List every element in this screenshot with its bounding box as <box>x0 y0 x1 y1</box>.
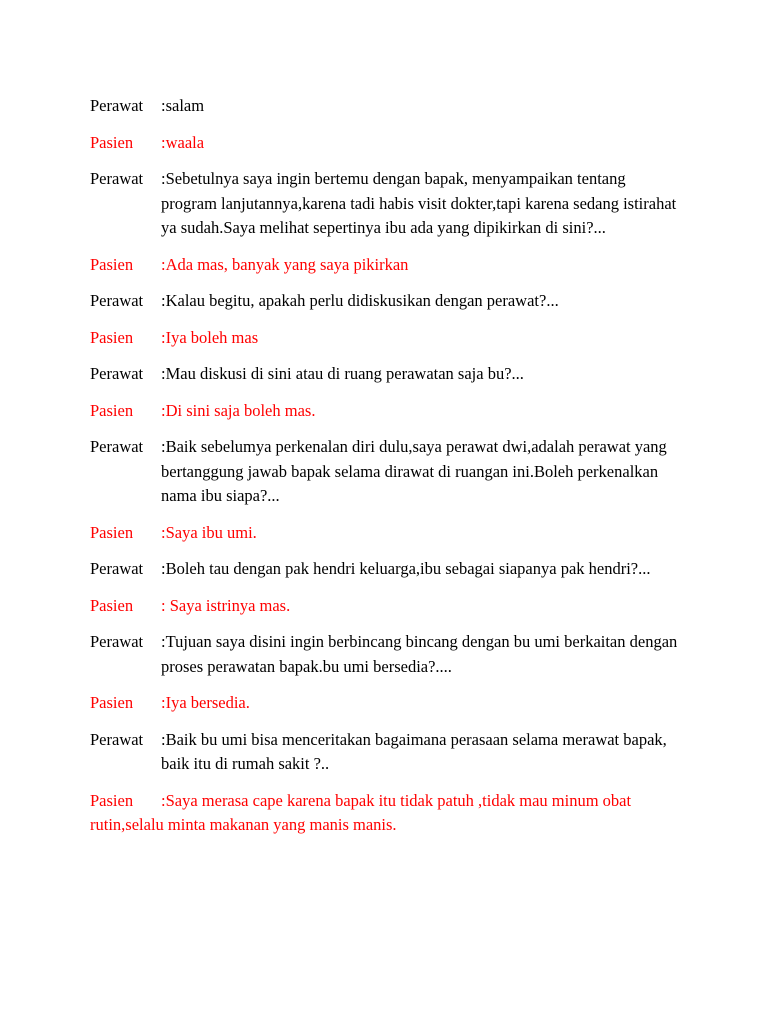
dialogue-line <box>90 691 678 716</box>
speaker-label: Perawat <box>90 729 144 749</box>
dialogue-line <box>90 167 678 241</box>
speaker-label: Pasien <box>90 693 134 712</box>
speaker-label: Perawat <box>90 169 144 188</box>
speaker-label: Perawat <box>90 364 144 383</box>
dialogue-line <box>90 326 678 351</box>
utterance-text: :waala <box>161 132 205 152</box>
utterance-text: :Di sini saja boleh mas. <box>161 400 316 420</box>
speaker-label: Pasien <box>90 400 134 420</box>
dialogue-line <box>90 728 678 777</box>
dialogue-line <box>90 557 678 582</box>
dialogue-line <box>90 362 678 387</box>
utterance-text: :Baik sebelumya perkenalan diri dulu,saya perawat dwi,adalah perawat yang bertanggung jawab bapak selama dirawat di ruangan ini.Boleh perkenalkan nama ibu siapa?... <box>161 437 667 505</box>
speaker-label: Perawat <box>90 437 144 456</box>
utterance-text: :salam <box>161 96 205 115</box>
utterance-text: :Saya merasa cape karena bapak itu tidak patuh ,tidak mau minum obat rutin,selalu minta makanan yang manis manis. <box>90 790 632 834</box>
dialogue-line <box>90 435 678 509</box>
utterance-text: :Boleh tau dengan pak hendri keluarga,ibu sebagai siapanya pak hendri?... <box>161 559 651 578</box>
speaker-label: Pasien <box>90 132 134 152</box>
speaker-label: Pasien <box>90 327 134 347</box>
dialogue-line <box>90 399 678 424</box>
utterance-text: :Ada mas, banyak yang saya pikirkan <box>161 254 409 274</box>
utterance-text: :Sebetulnya saya ingin bertemu dengan bapak, menyampaikan tentang program lanjutannya,karena tadi habis visit dokter,tapi karena sedang istirahat ya sudah.Saya melihat sepertinya ibu ada yang dipikirkan di sini?... <box>161 169 677 237</box>
utterance-text: :Kalau begitu, apakah perlu didiskusikan dengan perawat?... <box>161 291 559 310</box>
dialogue-line <box>90 131 678 156</box>
speaker-label: Pasien <box>90 522 134 542</box>
speaker-label: Pasien <box>90 790 134 810</box>
dialogue-line <box>90 94 678 119</box>
dialogue-line <box>90 521 678 546</box>
utterance-text: :Iya boleh mas <box>161 327 259 347</box>
utterance-text: :Mau diskusi di sini atau di ruang perawatan saja bu?... <box>161 364 524 383</box>
speaker-label: Pasien <box>90 254 134 274</box>
utterance-text: :Iya bersedia. <box>161 693 250 712</box>
speaker-label: Perawat <box>90 559 144 578</box>
utterance-text: :Baik bu umi bisa menceritakan bagaimana perasaan selama merawat bapak, baik itu di rumah sakit ?.. <box>161 729 667 773</box>
dialogue-line <box>90 630 678 679</box>
dialogue-line <box>90 253 678 278</box>
dialogue-line <box>90 594 678 619</box>
dialogue-line <box>90 289 678 314</box>
speaker-label: Perawat <box>90 632 144 651</box>
utterance-text: :Tujuan saya disini ingin berbincang bincang dengan bu umi berkaitan dengan proses perawatan bapak.bu umi bersedia?.... <box>161 632 678 676</box>
speaker-label: Pasien <box>90 595 134 615</box>
speaker-label: Perawat <box>90 291 144 310</box>
utterance-text: : Saya istrinya mas. <box>161 595 291 615</box>
dialogue-line <box>90 789 678 838</box>
speaker-label: Perawat <box>90 96 144 115</box>
utterance-text: :Saya ibu umi. <box>161 522 257 542</box>
